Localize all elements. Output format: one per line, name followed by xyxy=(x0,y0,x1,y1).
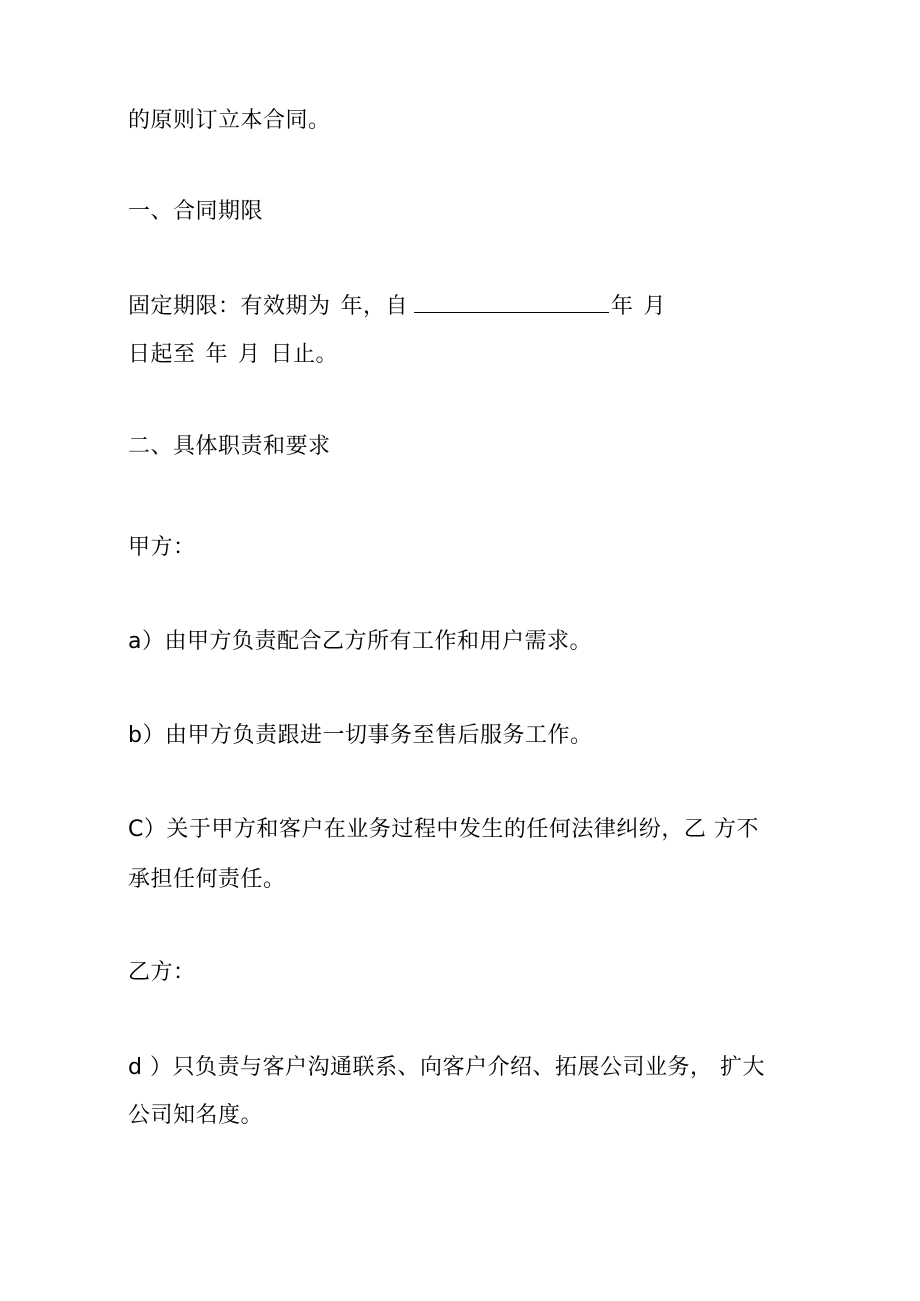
term-line2-d: 日止。 xyxy=(270,342,339,367)
section1-heading: 一、合同期限 xyxy=(128,199,264,224)
term-line-1 xyxy=(128,290,666,322)
item-a-text: a）由甲方负责配合乙方所有工作和用户需求。 xyxy=(128,629,592,654)
start-date-blank xyxy=(414,290,609,313)
term-part4: 月 xyxy=(643,294,667,319)
party-a-label: 甲方： xyxy=(128,535,196,560)
item-d-line2: 公司知名度。 xyxy=(128,1103,264,1128)
term-line2-b: 年 xyxy=(205,342,229,367)
term-line-2 xyxy=(128,340,338,370)
item-d-line1: d ）只负责与客户沟通联系、向客户介绍、拓展公司业务， 扩大 xyxy=(128,1055,765,1080)
section2-heading: 二、具体职责和要求 xyxy=(128,434,331,459)
term-line2-a: 日起至 xyxy=(128,342,196,367)
intro-tail-text: 的原则订立本合同。 xyxy=(128,108,331,133)
item-c-line1: C）关于甲方和客户在业务过程中发生的任何法律纠纷，乙 方不 xyxy=(128,817,759,842)
term-part2: 年，自 xyxy=(340,294,409,319)
term-part1: 固定期限：有效期为 xyxy=(128,294,331,319)
term-part3: 年 xyxy=(611,294,634,319)
item-c-line2: 承担任何责任。 xyxy=(128,867,286,892)
item-b-text: b）由甲方负责跟进一切事务至售后服务工作。 xyxy=(128,723,593,748)
party-b-label: 乙方： xyxy=(128,960,196,985)
term-line2-c: 月 xyxy=(238,342,261,367)
